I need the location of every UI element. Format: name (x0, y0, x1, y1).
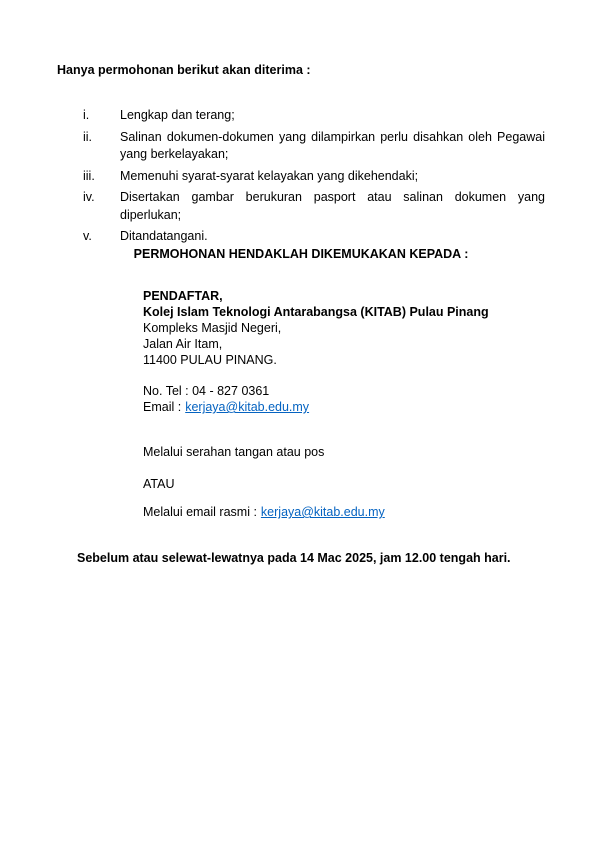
recipient-title: PENDAFTAR, (143, 289, 223, 303)
email-line (143, 399, 309, 415)
list-item-numeral: iii. (83, 168, 95, 183)
list-item-text: Disertakan gambar berukuran pasport atau salinan dokumen yang diperlukan; (120, 190, 545, 222)
list-item-numeral: v. (83, 229, 92, 243)
list-item (83, 129, 545, 164)
phone-line: No. Tel : 04 - 827 0361 (143, 384, 270, 398)
criteria-list (83, 107, 545, 250)
recipient-institution: Kolej Islam Teknologi Antarabangsa (KITAB) Pulau Pinang (143, 305, 489, 319)
list-item-text: Ditandatangani. (120, 229, 208, 243)
recipient-address-line: Jalan Air Itam, (143, 337, 223, 351)
list-item-text: Lengkap dan terang; (120, 108, 235, 122)
delivery-method-hand-or-post: Melalui serahan tangan atau pos (143, 445, 325, 459)
list-item-text: Memenuhi syarat-syarat kelayakan yang dikehendaki; (120, 168, 419, 183)
list-item (83, 168, 545, 186)
delivery-separator: ATAU (143, 477, 175, 491)
delivery-email-label: Melalui email rasmi : (143, 505, 257, 519)
list-item-numeral: i. (83, 108, 90, 122)
intro-heading: Hanya permohonan berikut akan diterima : (57, 63, 311, 77)
list-item (83, 107, 545, 125)
list-item (83, 228, 545, 246)
email-label: Email : (143, 400, 182, 414)
contact-block (143, 383, 309, 415)
deadline-statement: Sebelum atau selewat-lewatnya pada 14 Mac 2025, jam 12.00 tengah hari. (77, 551, 511, 565)
list-item (83, 189, 545, 224)
delivery-method-email (143, 504, 385, 521)
recipient-address-block (143, 288, 489, 368)
email-link[interactable]: kerjaya@kitab.edu.my (185, 400, 310, 414)
recipient-address-line: 11400 PULAU PINANG. (143, 353, 277, 367)
list-item-numeral: iv. (83, 190, 95, 204)
delivery-email-link[interactable]: kerjaya@kitab.edu.my (260, 505, 385, 519)
submission-heading: PERMOHONAN HENDAKLAH DIKEMUKAKAN KEPADA : (133, 247, 469, 261)
list-item-text: Salinan dokumen-dokumen yang dilampirkan perlu disahkan oleh Pegawai yang berkelayakan; (120, 129, 545, 161)
list-item-numeral: ii. (83, 129, 93, 144)
recipient-address-line: Kompleks Masjid Negeri, (143, 321, 282, 335)
